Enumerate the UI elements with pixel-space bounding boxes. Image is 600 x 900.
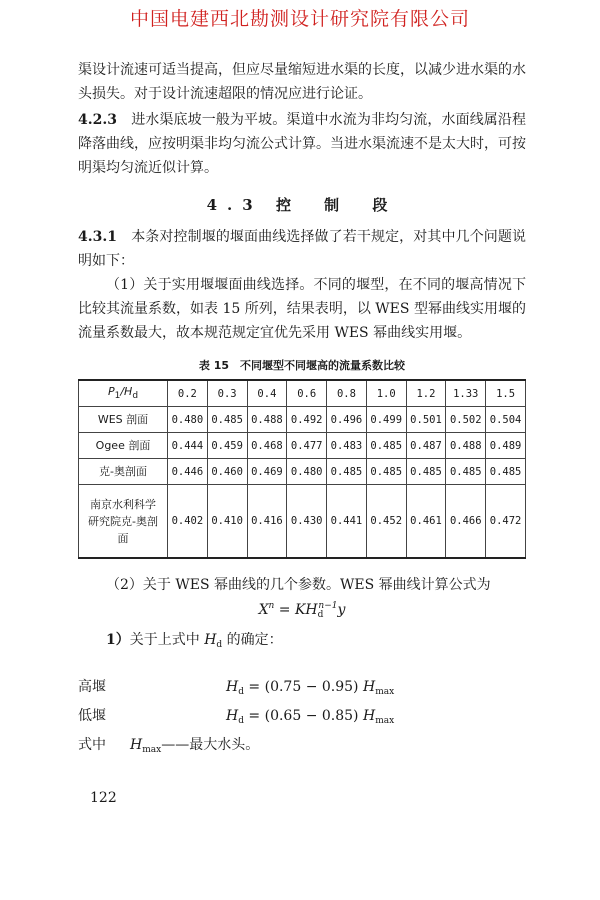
table-cell: 0.502: [446, 407, 486, 433]
table-cell: 0.504: [486, 407, 526, 433]
table-caption: 表 15 不同堰型不同堰高的流量系数比较: [198, 359, 406, 372]
clause-number: 4.2.3: [78, 112, 117, 128]
table-cell: 0.485: [486, 459, 526, 485]
table-cell: 0.477: [287, 433, 327, 459]
table-cell: 0.461: [406, 485, 446, 559]
clause-4-3-1: [78, 225, 526, 273]
clause-number: 4.3.1: [78, 229, 117, 245]
table-row: [79, 485, 526, 559]
table-cell: 0.485: [446, 459, 486, 485]
section-heading: [78, 194, 526, 215]
table-header-row: [79, 380, 526, 407]
row-label: 南京水利科学研究院克-奥剖面: [79, 485, 168, 559]
where-row: [78, 733, 526, 762]
header-watermark: 中国电建西北勘测设计研究院有限公司: [129, 8, 470, 30]
table-cell: 0.496: [327, 407, 367, 433]
paragraph-continuation: 渠设计流速可适当提高，但应尽量缩短进水渠的长度，以减少进水渠的水头损失。对于设计流速超限的情况应进行论证。: [78, 62, 526, 102]
row-label: Ogee 剖面: [79, 433, 168, 459]
table-cell: 0.472: [486, 485, 526, 559]
table-cell: 0.480: [168, 407, 208, 433]
column-header: 1.2: [406, 380, 446, 407]
clause-text: 进水渠底坡一般为平坡。渠道中水流为非均匀流，水面线属沿程降落曲线，应按明渠非均匀流公式计算。当进水渠流速不是太大时，可按明渠均匀流近似计算。: [78, 112, 527, 176]
item-2: （2）关于 WES 幂曲线的几个参数。WES 幂曲线计算公式为: [106, 577, 491, 593]
table-cell: 0.441: [327, 485, 367, 559]
table-cell: 0.460: [207, 459, 247, 485]
column-header: 0.2: [168, 380, 208, 407]
table-cell: 0.466: [446, 485, 486, 559]
clause-text: 本条对控制堰的堰面曲线选择做了若干规定，对其中几个问题说明如下：: [78, 229, 527, 269]
table-cell: 0.485: [406, 459, 446, 485]
main-formula: $X^n = KH_d^{n-1}y$: [258, 601, 346, 620]
page-content: [78, 58, 526, 762]
table-cell: 0.430: [287, 485, 327, 559]
table-cell: 0.469: [247, 459, 287, 485]
high-weir-row: [78, 675, 526, 704]
table-cell: 0.492: [287, 407, 327, 433]
low-weir-formula: $H_d = (0.65 - 0.85)$ $H_{max}$: [226, 708, 395, 726]
where-label: 式中: [78, 737, 106, 753]
table-cell: 0.485: [327, 459, 367, 485]
sub-item-1: 1）关于上式中 $H_d$ 的确定：: [106, 632, 283, 650]
row-label: WES 剖面: [79, 407, 168, 433]
page-number: 122: [90, 790, 117, 806]
column-header: 0.3: [207, 380, 247, 407]
column-header: 1.0: [366, 380, 406, 407]
column-header: 0.4: [247, 380, 287, 407]
table-cell: 0.489: [486, 433, 526, 459]
section-number: 4.3: [206, 196, 263, 214]
item-1: （1）关于实用堰堰面曲线选择。不同的堰型，在不同的堰高情况下比较其流量系数，如表 15 所列，结果表明，以 WES 型幂曲线实用堰的流量系数最大，故本规范规定宜优先采用 WES 幂曲线实用堰。: [78, 277, 526, 341]
low-weir-label: 低堰: [78, 708, 106, 724]
low-weir-row: [78, 704, 526, 733]
table-cell: 0.501: [406, 407, 446, 433]
table-cell: 0.485: [366, 433, 406, 459]
table-cell: 0.446: [168, 459, 208, 485]
clause-4-2-3: [78, 108, 526, 180]
table-cell: 0.499: [366, 407, 406, 433]
table-cell: 0.487: [406, 433, 446, 459]
table-row: [79, 433, 526, 459]
column-header: 0.6: [287, 380, 327, 407]
table-cell: 0.402: [168, 485, 208, 559]
table-cell: 0.480: [287, 459, 327, 485]
high-weir-label: 高堰: [78, 679, 106, 695]
table-cell: 0.483: [327, 433, 367, 459]
table-row: [79, 459, 526, 485]
column-header: 0.8: [327, 380, 367, 407]
table-cell: 0.416: [247, 485, 287, 559]
table-cell: 0.459: [207, 433, 247, 459]
flow-coefficient-table: [78, 379, 526, 559]
column-header: 1.33: [446, 380, 486, 407]
table-cell: 0.488: [446, 433, 486, 459]
table-cell: 0.410: [207, 485, 247, 559]
high-weir-formula: $H_d = (0.75 - 0.95)$ $H_{max}$: [226, 679, 395, 697]
table-cell: 0.444: [168, 433, 208, 459]
section-title: 控 制 段: [275, 196, 398, 214]
table-cell: 0.485: [207, 407, 247, 433]
table-cell: 0.485: [366, 459, 406, 485]
header-label: $P_1/H_d$: [79, 380, 168, 407]
table-cell: 0.468: [247, 433, 287, 459]
row-label: 克-奥剖面: [79, 459, 168, 485]
where-text: $H_{max}——$最大水头。: [130, 737, 260, 755]
column-header: 1.5: [486, 380, 526, 407]
table-cell: 0.452: [366, 485, 406, 559]
table-cell: 0.488: [247, 407, 287, 433]
table-row: [79, 407, 526, 433]
